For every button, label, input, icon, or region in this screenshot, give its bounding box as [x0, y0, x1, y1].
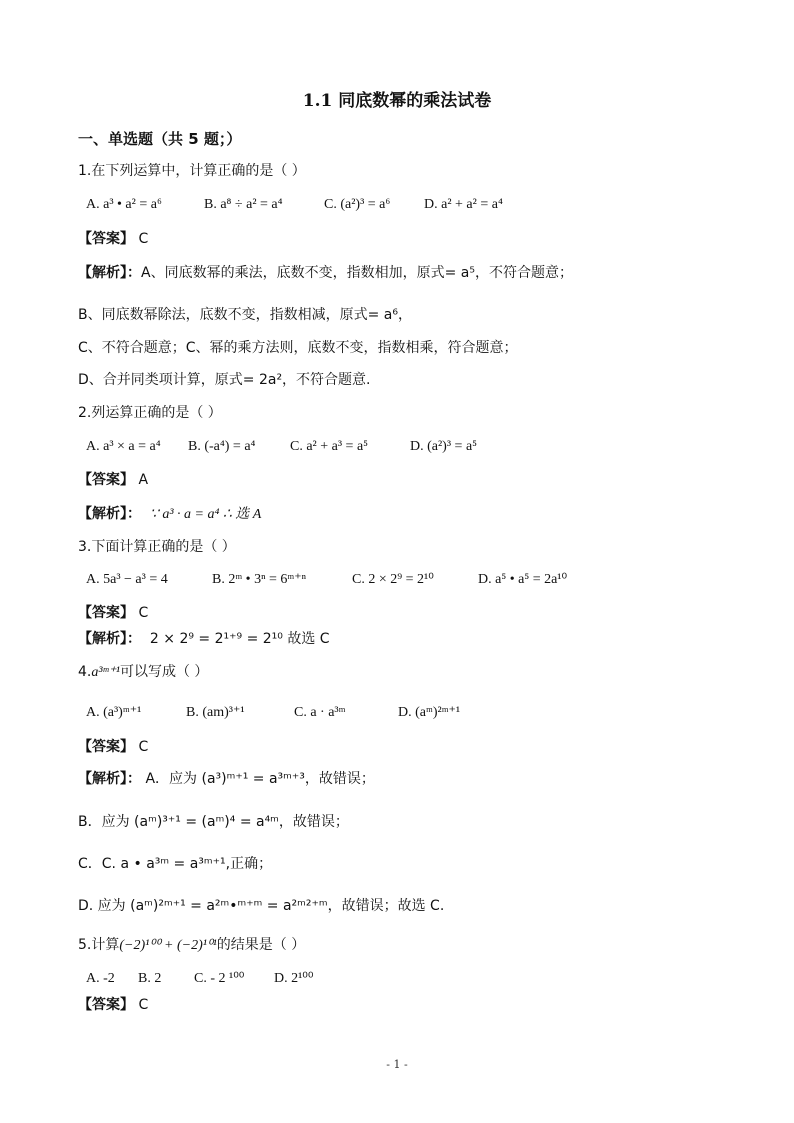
q1-option-b: B. a⁸ ÷ a² = a⁴	[204, 197, 283, 212]
q1-option-d: D. a² + a² = a⁴	[424, 197, 503, 212]
q1-option-a: A. a³ • a² = a⁶	[86, 197, 162, 212]
analysis-label: 【解析】：	[78, 631, 141, 647]
page-number: - 1 -	[386, 1058, 408, 1071]
answer-label: 【答案】	[78, 605, 134, 621]
question-3-analysis	[78, 628, 330, 650]
analysis-label: 【解析】：	[78, 265, 141, 281]
question-1-analysis-2: B、同底数幂除法，底数不变，指数相减，原式= a⁶，	[78, 307, 412, 323]
q3-option-d: D. a⁵ • a⁵ = 2a¹⁰	[478, 572, 568, 587]
q4-option-b: B. (am)³⁺¹	[186, 705, 245, 720]
q2-option-a: A. a³ × a = a⁴	[86, 439, 161, 454]
q3-option-a: A. 5a³ − a³ = 4	[86, 572, 168, 587]
question-4-analysis-1	[78, 768, 375, 790]
question-2-options	[78, 436, 718, 458]
analysis-label: 【解析】：	[78, 771, 141, 787]
question-1-analysis-4: D、合并同类项计算，原式= 2a²，不符合题意.	[78, 372, 371, 388]
question-4-analysis-3: C．C. a • a³ᵐ = a³ᵐ⁺¹,正确；	[78, 856, 273, 872]
answer-label: 【答案】	[78, 231, 134, 247]
question-1-answer	[78, 228, 148, 250]
q5-option-d: D. 2¹⁰⁰	[274, 971, 314, 986]
question-4-options	[78, 702, 718, 724]
question-4-analysis-2: B．应为 (aᵐ)³⁺¹ = (aᵐ)⁴ = a⁴ᵐ，故错误；	[78, 814, 349, 830]
stem-text: 可以写成（ ）	[119, 664, 209, 680]
stem-number: 4.	[78, 664, 92, 680]
answer-label: 【答案】	[78, 739, 134, 755]
answer-label: 【答案】	[78, 472, 134, 488]
question-4-stem	[78, 661, 208, 684]
question-1-options	[78, 194, 718, 216]
question-3-stem: 3.下面计算正确的是（ ）	[78, 539, 236, 555]
q2-option-d: D. (a²)³ = a⁵	[410, 439, 478, 454]
q5-option-a: A. -2	[86, 971, 115, 986]
question-1-stem: 1.在下列运算中，计算正确的是（ ）	[78, 163, 306, 179]
question-3-answer	[78, 602, 148, 624]
answer-value: C	[138, 739, 149, 755]
answer-value: C	[138, 997, 149, 1013]
q2-option-c: C. a² + a³ = a⁵	[290, 439, 369, 454]
page-title: 1.1 同底数幂的乘法试卷	[302, 91, 492, 111]
question-5-options	[78, 968, 718, 990]
question-1-analysis-3: C、不符合题意；C、幂的乘方法则，底数不变，指数相乘，符合题意；	[78, 340, 518, 356]
q1-option-c: C. (a²)³ = a⁶	[324, 197, 391, 212]
stem-math: a³ᵐ⁺¹	[91, 665, 120, 680]
question-2-analysis	[78, 503, 261, 526]
question-1-analysis-1	[78, 262, 573, 284]
q4-option-d: D. (aᵐ)²ᵐ⁺¹	[398, 705, 461, 720]
stem-math: (−2)¹⁰⁰ + (−2)¹⁰¹	[119, 938, 217, 953]
section-heading: 一、单选题（共 5 题；）	[78, 130, 242, 148]
analysis-text: A．应为 (a³)ᵐ⁺¹ = a³ᵐ⁺³，故错误；	[145, 771, 375, 787]
answer-value: C	[138, 231, 149, 247]
question-4-analysis-4: D. 应为 (aᵐ)²ᵐ⁺¹ = a²ᵐ•ᵐ⁺ᵐ = a²ᵐ²⁺ᵐ，故错误；故选 C.	[78, 898, 445, 914]
q4-option-a: A. (a³)ᵐ⁺¹	[86, 705, 142, 720]
analysis-text: ∵ a³ · a = a⁴ ∴ 选 A	[149, 507, 262, 522]
answer-label: 【答案】	[78, 997, 134, 1013]
answer-value: A	[138, 472, 149, 488]
question-2-stem: 2.列运算正确的是（ ）	[78, 405, 222, 421]
q4-option-c: C. a · a³ᵐ	[294, 705, 346, 720]
q3-option-b: B. 2ᵐ • 3ⁿ = 6ᵐ⁺ⁿ	[212, 572, 307, 587]
q5-option-c: C. - 2 ¹⁰⁰	[194, 971, 245, 986]
question-2-answer	[78, 469, 148, 491]
q5-option-b: B. 2	[138, 971, 162, 986]
question-3-options	[78, 569, 738, 591]
analysis-label: 【解析】：	[78, 506, 141, 522]
stem-text: 5.计算	[78, 937, 120, 953]
answer-value: C	[138, 605, 149, 621]
analysis-text: 2 × 2⁹ = 2¹⁺⁹ = 2¹⁰ 故选 C	[149, 631, 330, 647]
q2-option-b: B. (-a⁴) = a⁴	[188, 439, 256, 454]
analysis-text: A、同底数幂的乘法，底数不变，指数相加，原式= a⁵，不符合题意；	[141, 265, 573, 281]
question-4-answer	[78, 736, 148, 758]
question-5-stem	[78, 934, 305, 957]
question-5-answer	[78, 994, 148, 1016]
q3-option-c: C. 2 × 2⁹ = 2¹⁰	[352, 572, 434, 587]
stem-text: 的结果是（ ）	[216, 937, 306, 953]
